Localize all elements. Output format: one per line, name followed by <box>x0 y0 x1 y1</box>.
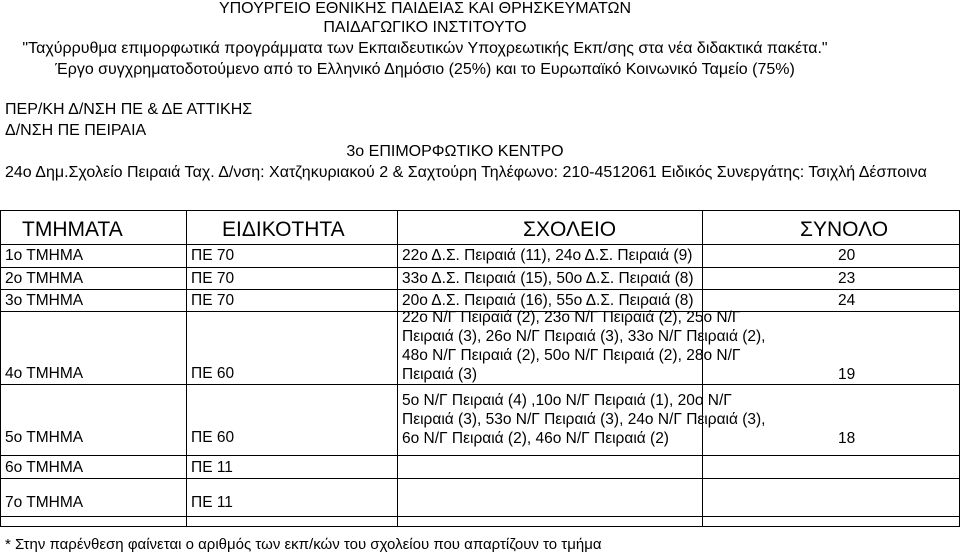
funding-note: Έργο συγχρηματοδοτούμενο από το Ελληνικό Δημόσιο (25%) και το Ευρωπαϊκό Κοινωνικό Ταμείο (75%) <box>55 61 795 78</box>
row-1-school: 22ο Δ.Σ. Πειραιά (11), 24ο Δ.Σ. Πειραιά (9) <box>402 247 693 264</box>
column-header-school: ΣΧΟΛΕΙΟ <box>523 218 617 241</box>
address-line: 24ο Δημ.Σχολείο Πειραιά Ταχ. Δ/νση: Χατζηκυριακού 2 & Σαχτούρη Τηλέφωνο: 210-4512061 Ειδικός Συνεργάτης: Τσιχλή Δέσποινα <box>5 164 927 181</box>
institute-title: ΠΑΙΔΑΓΩΓΙΚΟ ΙΝΣΤΙΤΟΥΤΟ <box>323 19 527 36</box>
row-7-specialty: ΠΕ 11 <box>191 494 233 511</box>
row-7-section: 7ο ΤΜΗΜΑ <box>5 494 84 511</box>
program-title: "Ταχύρρυθμα επιμορφωτικά προγράμματα των Εκπαιδευτικών Υποχρεωτικής Εκπ/σης στα νέα διδακτικά πακέτα." <box>22 40 828 57</box>
row-1-specialty: ΠΕ 70 <box>191 247 235 264</box>
row-4-specialty: ΠΕ 60 <box>191 365 235 382</box>
row-2-specialty: ΠΕ 70 <box>191 270 235 287</box>
footnote: * Στην παρένθεση φαίνεται ο αριθμός των εκπ/κών του σχολείου που απαρτίζουν το τμήμα <box>5 536 602 553</box>
row-5-total: 18 <box>838 430 856 447</box>
column-header-sections: ΤΜΗΜΑΤΑ <box>22 218 123 241</box>
row-2-section: 2ο ΤΜΗΜΑ <box>5 270 84 287</box>
row-2-total: 23 <box>838 270 856 287</box>
region-title: ΠΕΡ/ΚΗ Δ/ΝΣΗ ΠΕ & ΔΕ ΑΤΤΙΚΗΣ <box>5 101 253 118</box>
row-3-specialty: ΠΕ 70 <box>191 292 235 309</box>
row-3-school: 20ο Δ.Σ. Πειραιά (16), 55ο Δ.Σ. Πειραιά (8) <box>402 292 694 309</box>
row-4-school: 22ο Ν/Γ Πειραιά (2), 23ο Ν/Γ Πειραιά (2), 25ο Ν/Γ Πειραιά (3), 26ο Ν/Γ Πειραιά (3), 33ο Ν/Γ Πειραιά (2), 48ο Ν/Γ Πειραιά (2), 50ο Ν/Γ Πειραιά (2), 28ο Ν/Γ Πειραιά (3) <box>402 309 766 383</box>
directorate-title: Δ/ΝΣΗ ΠΕ ΠΕΙΡΑΙΑ <box>5 122 147 139</box>
column-header-specialty: ΕΙΔΙΚΟΤΗΤΑ <box>222 218 345 241</box>
row-1-total: 20 <box>838 247 856 264</box>
row-5-school: 5ο Ν/Γ Πειραιά (4) ,10ο Ν/Γ Πειραιά (1), 20ο Ν/Γ Πειραιά (3), 53ο Ν/Γ Πειραιά (3), 24ο Ν/Γ Πειραιά (3), 6ο Ν/Γ Πειραιά (2), 46ο Ν/Γ Πειραιά (2) <box>402 392 766 447</box>
row-6-specialty: ΠΕ 11 <box>191 459 233 476</box>
row-5-section: 5ο ΤΜΗΜΑ <box>5 429 84 446</box>
center-title: 3ο ΕΠΙΜΟΡΦΩΤΙΚΟ ΚΕΝΤΡΟ <box>346 143 564 160</box>
row-3-section: 3ο ΤΜΗΜΑ <box>5 292 84 309</box>
row-5-specialty: ΠΕ 60 <box>191 429 235 446</box>
row-6-section: 6ο ΤΜΗΜΑ <box>5 459 84 476</box>
ministry-title: ΥΠΟΥΡΓΕΙΟ ΕΘΝΙΚΗΣ ΠΑΙΔΕΙΑΣ ΚΑΙ ΘΡΗΣΚΕΥΜΑΤΩΝ <box>218 0 632 17</box>
row-1-section: 1ο ΤΜΗΜΑ <box>5 247 84 264</box>
row-4-total: 19 <box>838 366 856 383</box>
row-4-section: 4ο ΤΜΗΜΑ <box>5 365 84 382</box>
row-2-school: 33ο Δ.Σ. Πειραιά (15), 50ο Δ.Σ. Πειραιά (8) <box>402 270 694 287</box>
row-3-total: 24 <box>838 292 856 309</box>
column-header-total: ΣΥΝΟΛΟ <box>800 218 889 241</box>
